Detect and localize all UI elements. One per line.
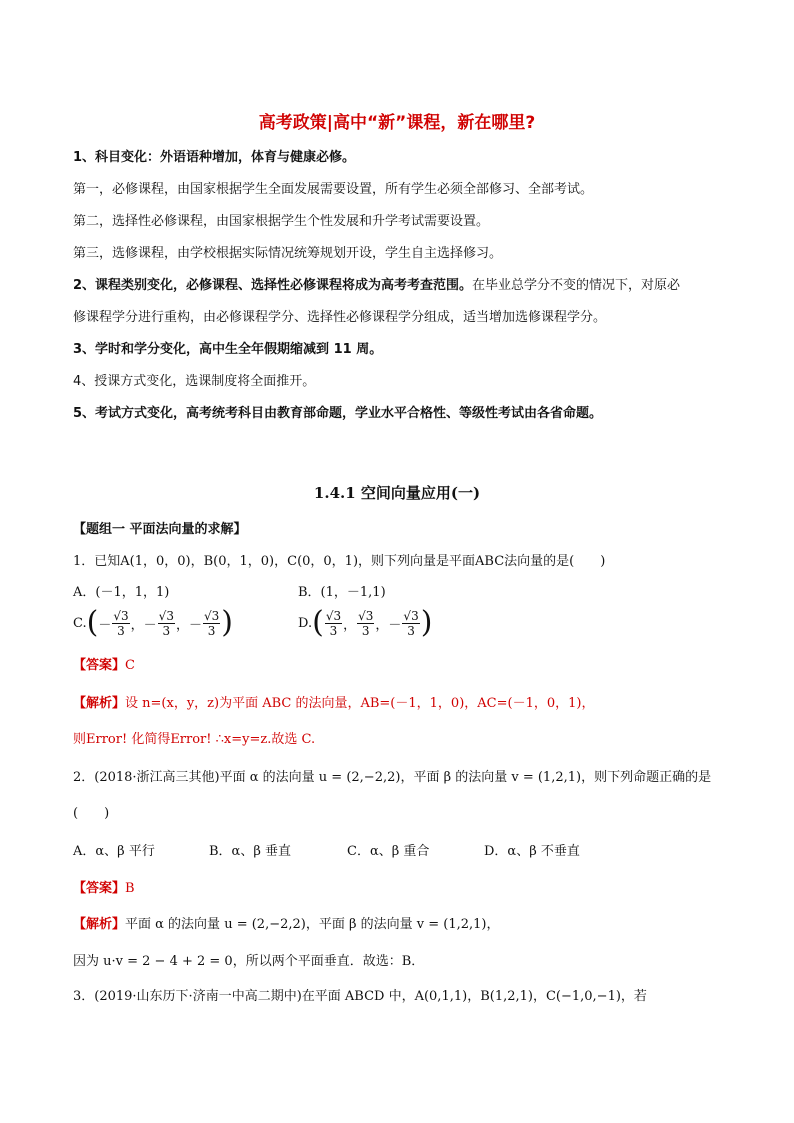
denominator: 3 [329,623,338,638]
comma: ， [130,617,144,633]
group-title: 【题组一 平面法向量的求解】 [73,522,247,537]
option-c-label: C. [73,615,87,631]
question-1-analysis [73,692,594,711]
numerator: √3 [403,608,419,623]
fraction [325,609,342,638]
numerator: √3 [325,608,342,623]
comma: ， [375,617,389,633]
minus-sign: － [388,617,402,633]
denominator: 3 [207,623,216,638]
denominator: 3 [117,623,125,638]
denominator: 3 [407,623,415,638]
fraction [357,609,374,638]
question-2-option-b: B．α、β 垂直 [209,844,291,859]
analysis-label: 【解析】 [73,696,126,711]
question-2-option-d: D．α、β 不垂直 [484,844,580,859]
right-paren: ) [221,605,233,640]
question-1-answer [73,654,135,673]
policy-line-9: 5、考试方式变化，高考统考科目由教育部命题，学业水平合格性、等级性考试由各省命题。 [73,406,603,421]
question-2-analysis-line-2: 因为 u·v = 2 − 4 + 2 = 0，所以两个平面垂直．故选：B． [73,954,425,969]
right-paren: ) [420,605,433,640]
question-2-stem-paren: ( ) [73,806,110,821]
question-1-analysis-line-2: 则Error! 化简得Error! ∴x=y=z.故选 C. [73,732,316,747]
policy-line-4: 第三，选修课程，由学校根据实际情况统筹规划开设，学生自主选择修习。 [73,246,503,261]
denominator: 3 [361,623,370,638]
left-paren: ( [86,605,99,640]
numerator: √3 [158,608,174,623]
question-2-answer [73,877,135,896]
fraction [402,609,419,638]
fraction [203,609,220,638]
denominator: 3 [162,623,171,638]
question-1-option-c [73,603,233,643]
comma: ， [175,617,189,633]
policy-line-5 [73,274,680,293]
answer-label: 【答案】 [73,881,126,896]
policy-line-7: 3、学时和学分变化，高中生全年假期缩减到 11 周。 [73,342,383,357]
minus-sign: － [188,617,202,633]
fraction [112,609,129,638]
question-3-stem: 3．(2019·山东历下·济南一中高二期中)在平面 ABCD 中，A(0,1,1)，B(1,2,1)，C(−1,0,−1)，若 [73,989,647,1004]
left-paren: ( [312,605,324,640]
policy-line-1: 1、科目变化：外语语种增加，体育与健康必修。 [73,150,356,165]
question-2-option-c: C．α、β 重合 [347,844,430,859]
page-title: 高考政策|高中“新”课程，新在哪里? [258,113,536,133]
numerator: √3 [113,608,129,623]
question-1-stem: 1．已知A(1，0，0)，B(0，1，0)，C(0，0，1)，则下列向量是平面ABC法向量的是( ) [73,554,606,569]
question-1-option-d [298,603,432,643]
answer-value: C [125,658,135,673]
comma: ， [343,617,357,633]
analysis-label: 【解析】 [73,917,126,932]
policy-line-5-bold: 2、课程类别变化，必修课程、选择性必修课程将成为高考考查范围。 [73,278,473,293]
policy-line-8: 4、授课方式变化，选课制度将全面推开。 [73,374,316,389]
question-2-analysis [73,913,499,932]
fraction [158,609,175,638]
option-d-label: D. [298,615,313,631]
answer-value: B [125,881,135,896]
policy-line-3: 第二，选择性必修课程，由国家根据学生个性发展和升学考试需要设置。 [73,214,490,229]
section-title: 1.4.1 空间向量应用(一) [313,484,481,502]
question-2-option-a: A．α、β 平行 [73,844,155,859]
policy-line-2: 第一，必修课程，由国家根据学生全面发展需要设置，所有学生必须全部修习、全部考试。 [73,182,594,197]
policy-line-6: 修课程学分进行重构，由必修课程学分、选择性必修课程学分组成，适当增加选修课程学分。 [73,310,607,325]
question-1-option-b: B．(1，－1,1) [298,585,386,600]
numerator: √3 [358,608,374,623]
question-1-option-a: A．(－1，1，1) [73,585,170,600]
minus-sign: － [98,617,112,633]
question-2-stem: 2．(2018·浙江高三其他)平面 α 的法向量 u = (2,−2,2)，平面 β 的法向量 v = (1,2,1)，则下列命题正确的是 [73,770,712,785]
answer-label: 【答案】 [73,658,126,673]
analysis-text: 平面 α 的法向量 u = (2,−2,2)，平面 β 的法向量 v = (1,2,1)， [125,917,500,932]
analysis-text: 设 n=(x，y，z)为平面 ABC 的法向量，AB=(－1，1，0)，AC=(－1，0，1)， [125,696,595,711]
minus-sign: － [143,617,157,633]
policy-line-5-rest: 在毕业总学分不变的情况下，对原必 [472,278,681,293]
numerator: √3 [203,608,220,623]
